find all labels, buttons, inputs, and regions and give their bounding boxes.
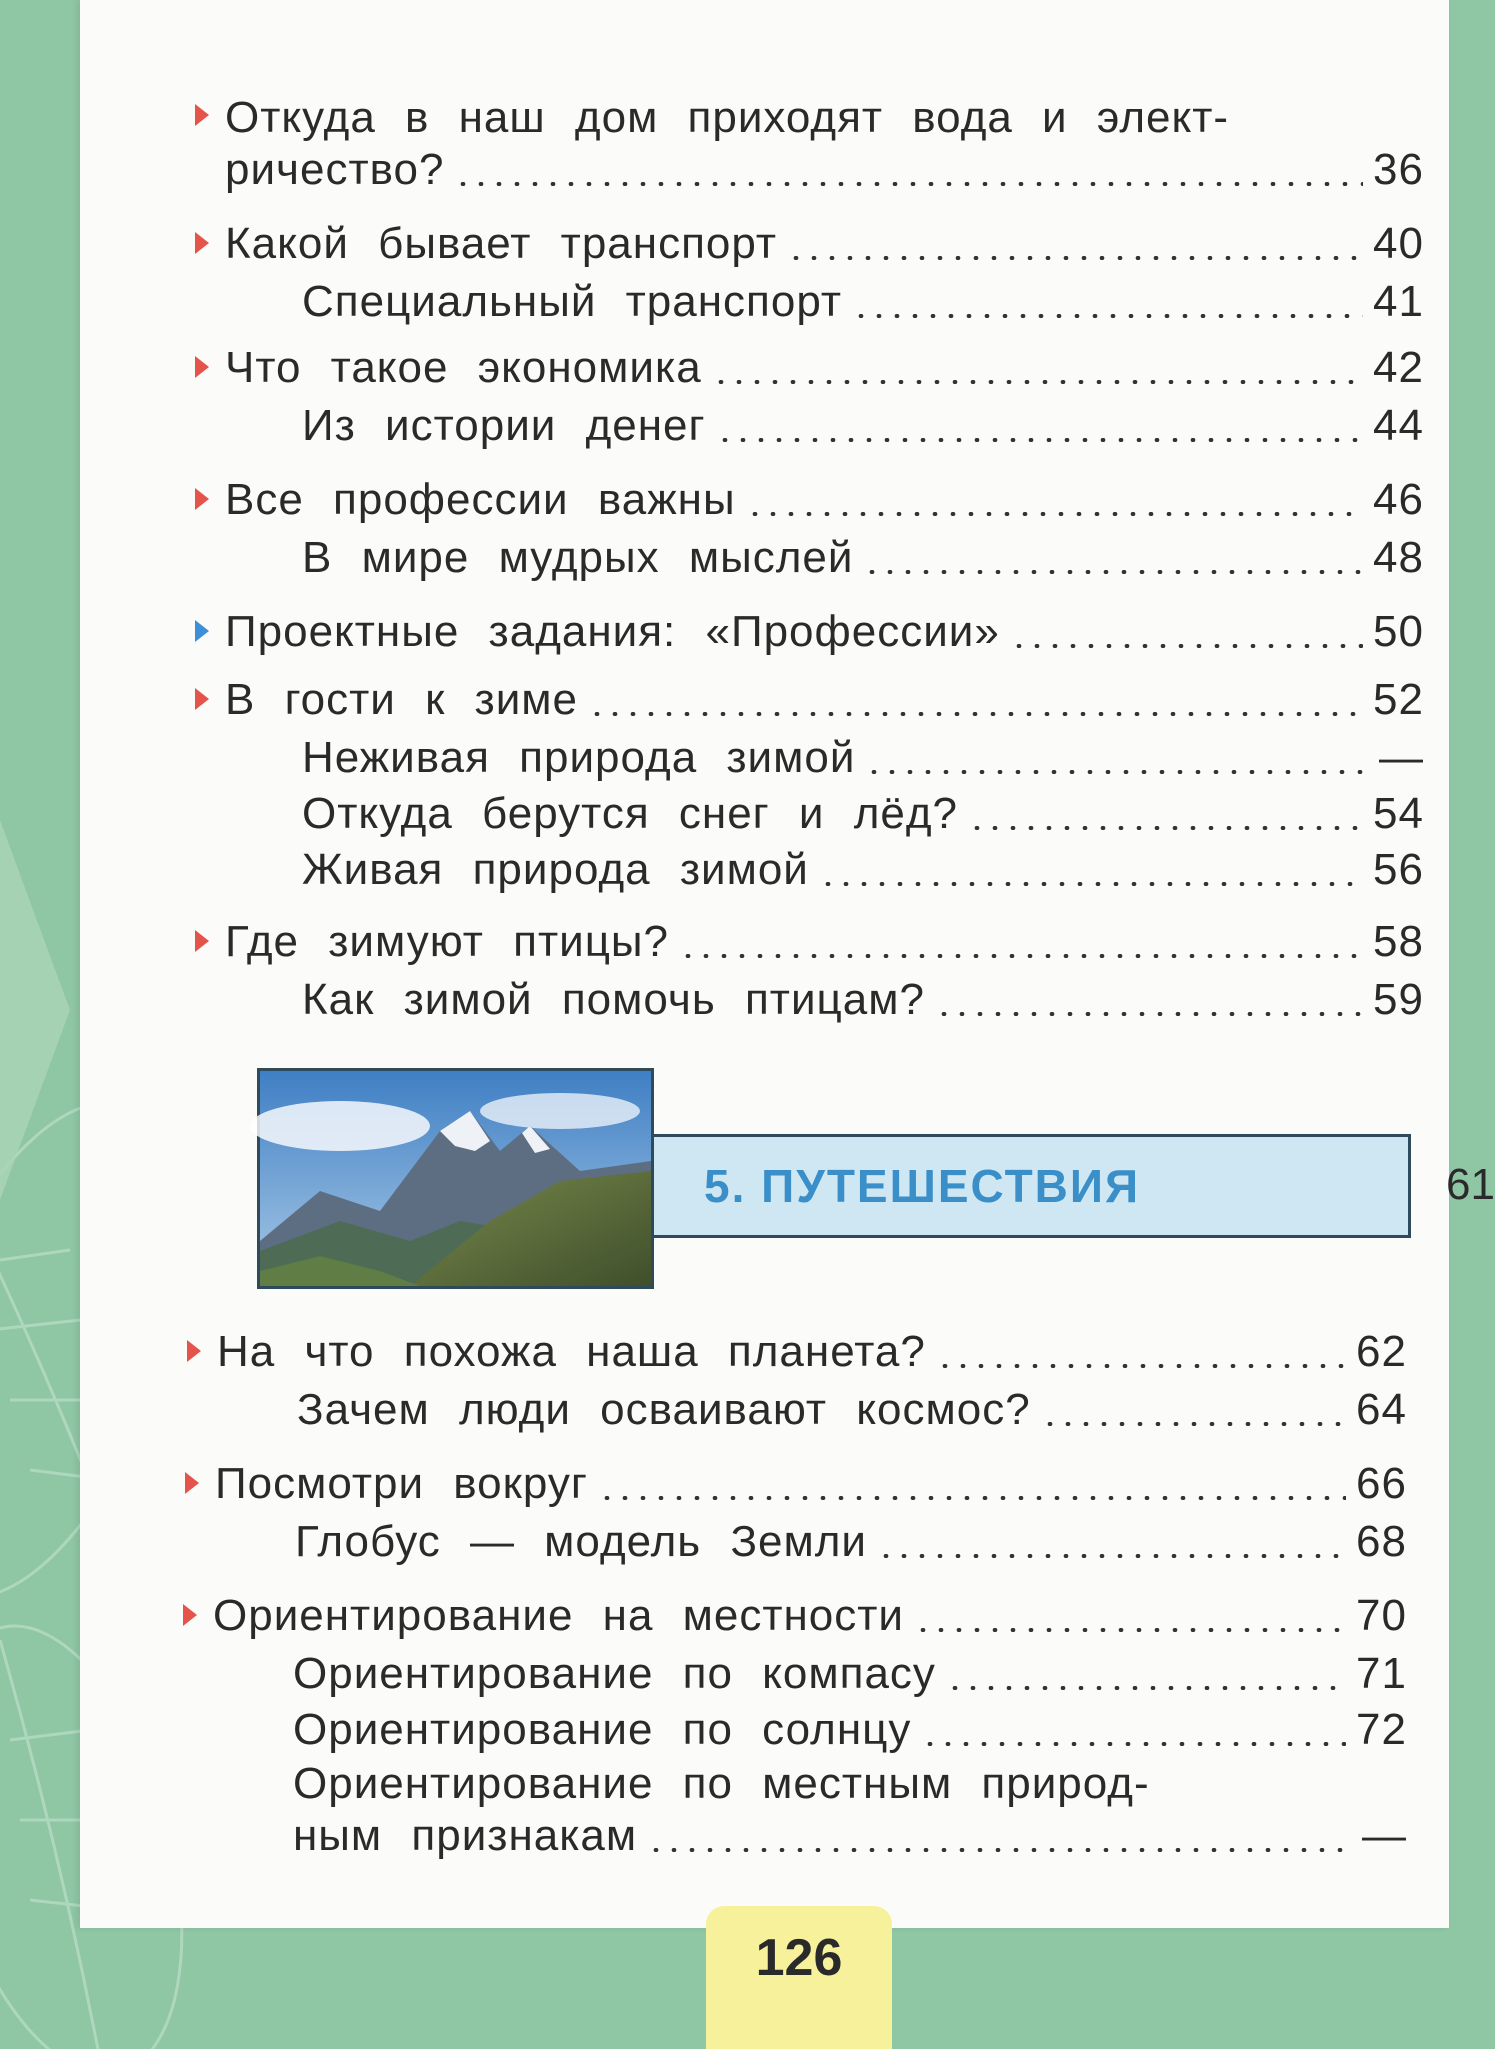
page-number: 41 xyxy=(1373,277,1424,326)
toc-subentry[interactable]: Ориентирование по местным природ- ным признакам — xyxy=(293,1759,1407,1860)
section-title: 5. ПУТЕШЕСТВИЯ xyxy=(704,1160,1141,1212)
leader-dots xyxy=(1041,1422,1346,1426)
leader-dots xyxy=(598,1496,1346,1500)
page-number: 46 xyxy=(1373,475,1424,524)
page-number: 72 xyxy=(1356,1705,1407,1754)
leader-dots xyxy=(936,1364,1346,1368)
bullet-arrow-icon xyxy=(195,488,209,510)
leader-dots xyxy=(746,512,1363,516)
leader-dots xyxy=(863,570,1363,574)
leader-dots xyxy=(968,826,1363,830)
page-number: 56 xyxy=(1373,845,1424,894)
toc-subentry[interactable]: В мире мудрых мыслей 48 xyxy=(302,533,1424,582)
leader-dots xyxy=(946,1686,1346,1690)
toc-entry[interactable]: Где зимуют птицы? 58 xyxy=(225,916,1424,968)
page-number: — xyxy=(1379,733,1424,782)
bullet-arrow-icon xyxy=(195,232,209,254)
page-number: 71 xyxy=(1356,1649,1407,1698)
toc-subentry[interactable]: Неживая природа зимой — xyxy=(302,733,1424,782)
toc-subentry[interactable]: Глобус — модель Земли 68 xyxy=(295,1517,1407,1566)
leader-dots xyxy=(921,1742,1346,1746)
leader-dots xyxy=(914,1628,1346,1632)
bullet-arrow-icon xyxy=(195,688,209,710)
toc-subentry[interactable]: Живая природа зимой 56 xyxy=(302,845,1424,894)
page-number: 42 xyxy=(1373,343,1424,392)
toc-entry[interactable]: На что похожа наша планета? 62 xyxy=(217,1326,1407,1378)
leader-dots xyxy=(819,882,1363,886)
page-number: 54 xyxy=(1373,789,1424,838)
bullet-arrow-icon xyxy=(195,104,209,126)
page-number: 36 xyxy=(1373,145,1424,194)
leader-dots xyxy=(679,954,1363,958)
page-number: 59 xyxy=(1373,975,1424,1024)
toc-entry[interactable]: В гости к зиме 52 xyxy=(225,674,1424,726)
toc-entry[interactable]: Ориентирование на местности 70 xyxy=(213,1590,1407,1642)
toc-entry[interactable]: Все профессии важны 46 xyxy=(225,474,1424,526)
toc-subentry[interactable]: Ориентирование по солнцу 72 xyxy=(293,1705,1407,1754)
toc-subentry[interactable]: Как зимой помочь птицам? 59 xyxy=(302,975,1424,1024)
page-number: 48 xyxy=(1373,533,1424,582)
page-number-tab xyxy=(706,1906,892,2049)
table-of-contents xyxy=(80,0,1495,1928)
toc-entry-project[interactable]: Проектные задания: «Профессии» 50 xyxy=(225,606,1424,658)
toc-entry[interactable]: Какой бывает транспорт 40 xyxy=(225,218,1424,270)
page-number: 44 xyxy=(1373,401,1424,450)
page-number: 68 xyxy=(1356,1517,1407,1566)
toc-subentry[interactable]: Зачем люди осваивают космос? 64 xyxy=(297,1385,1407,1434)
leader-dots xyxy=(865,770,1364,774)
leader-dots xyxy=(935,1012,1363,1016)
mountain-image xyxy=(260,1071,651,1286)
page-number: — xyxy=(1362,1811,1407,1860)
leader-dots xyxy=(877,1554,1346,1558)
bullet-arrow-icon xyxy=(195,620,209,642)
leader-dots xyxy=(454,182,1363,186)
toc-entry[interactable]: Посмотри вокруг 66 xyxy=(215,1458,1407,1510)
section-banner[interactable] xyxy=(654,1134,1411,1238)
page-number: 66 xyxy=(1356,1459,1407,1508)
toc-subentry[interactable]: Из истории денег 44 xyxy=(302,401,1424,450)
leader-dots xyxy=(712,380,1363,384)
toc-page xyxy=(80,0,1495,1928)
leader-dots xyxy=(787,256,1363,260)
folio-number: 126 xyxy=(755,1929,843,1987)
bullet-arrow-icon xyxy=(185,1472,199,1494)
toc-entry[interactable]: Откуда в наш дом приходят вода и элект- ричество? 36 xyxy=(225,92,1424,196)
page-number: 50 xyxy=(1373,607,1424,656)
page-number: 64 xyxy=(1356,1385,1407,1434)
leader-dots xyxy=(588,712,1363,716)
page-number: 58 xyxy=(1373,917,1424,966)
page-number: 70 xyxy=(1356,1591,1407,1640)
leader-dots xyxy=(852,314,1363,318)
bullet-arrow-icon xyxy=(187,1340,201,1362)
leader-dots xyxy=(647,1848,1347,1852)
section-page-number: 61 xyxy=(1446,1160,1495,1209)
leader-dots xyxy=(1010,644,1363,648)
leader-dots xyxy=(716,438,1364,442)
bullet-arrow-icon xyxy=(195,356,209,378)
toc-subentry[interactable]: Откуда берутся снег и лёд? 54 xyxy=(302,789,1424,838)
page-number: 62 xyxy=(1356,1327,1407,1376)
page-number: 40 xyxy=(1373,219,1424,268)
toc-subentry[interactable]: Ориентирование по компасу 71 xyxy=(293,1649,1407,1698)
bullet-arrow-icon xyxy=(183,1604,197,1626)
toc-entry[interactable]: Что такое экономика 42 xyxy=(225,342,1424,394)
page-number: 52 xyxy=(1373,675,1424,724)
bullet-arrow-icon xyxy=(195,930,209,952)
mountain-landscape-photo xyxy=(257,1068,654,1289)
toc-subentry[interactable]: Специальный транспорт 41 xyxy=(302,277,1424,326)
